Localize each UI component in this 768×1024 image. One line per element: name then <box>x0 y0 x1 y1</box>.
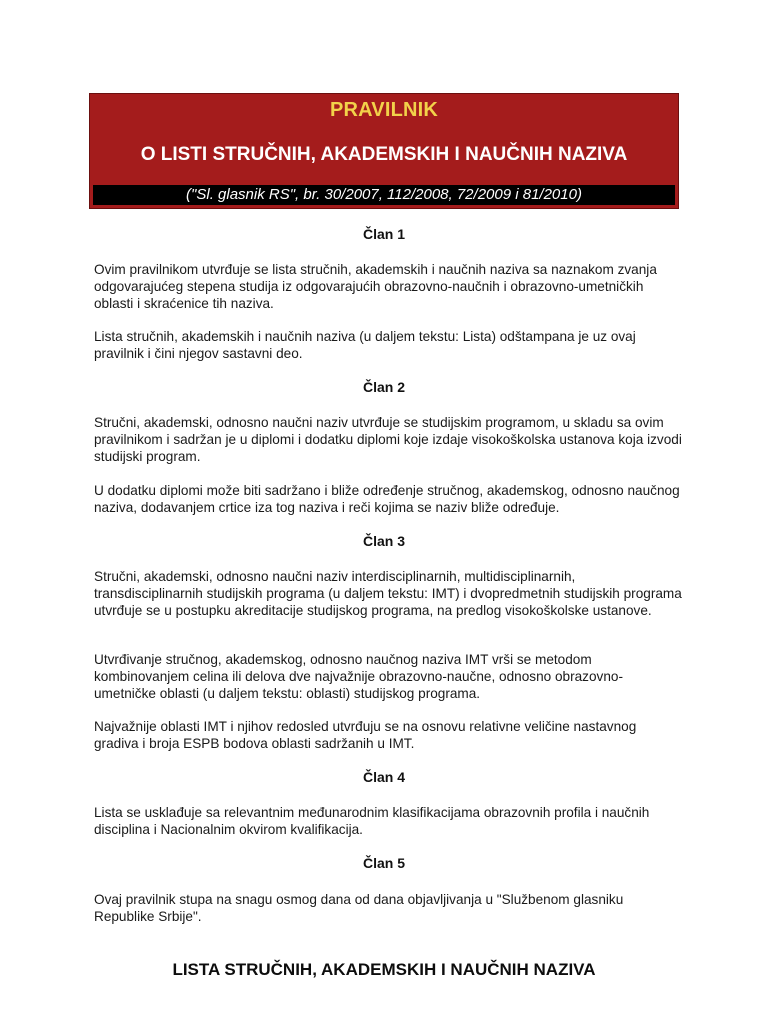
gazette-reference: ("Sl. glasnik RS", br. 30/2007, 112/2008, 72/2009 i 81/2010) <box>93 185 675 205</box>
article-3-paragraph-2: Utvrđivanje stručnog, akademskog, odnosno naučnog naziva IMT vrši se metodom kombinovanjem celina ili delova dve najvažnije obrazovno-naučne, odnosno obrazovno-umetničke oblasti (u daljem tekstu: oblasti) studijskog programa. <box>94 652 623 701</box>
article-5-paragraph-1: Ovaj pravilnik stupa na snagu osmog dana od dana objavljivanja u "Službenom glasniku Republike Srbije". <box>94 892 624 924</box>
article-2-paragraph-1: Stručni, akademski, odnosno naučni naziv utvrđuje se studijskim programom, u skladu sa ovim pravilnikom i sadržan je u diplomi i dodatku diplomi koje izdaje visokoškolska ustanova koja izvodi studijski program. <box>94 415 682 464</box>
article-1-paragraph-2: Lista stručnih, akademskih i naučnih naziva (u daljem tekstu: Lista) odštampana je uz ovaj pravilnik i čini njegov sastavni deo. <box>94 329 636 361</box>
document-title: PRAVILNIK <box>329 99 439 121</box>
document-subtitle: O LISTI STRUČNIH, AKADEMSKIH I NAUČNIH NAZIVA <box>140 144 628 165</box>
article-3-heading: Član 3 <box>362 533 405 549</box>
document-header <box>89 93 679 209</box>
article-5-heading: Član 5 <box>362 855 405 871</box>
article-3-paragraph-1: Stručni, akademski, odnosno naučni naziv interdisciplinarnih, multidisciplinarnih, transdisciplinarnih studijskih programa (u daljem tekstu: IMT) i dvopredmetnih studijskih programa utvrđuje se u postupku akreditacije studijskog programa, na predlog visokoškolske ustanove. <box>94 569 682 618</box>
article-1-paragraph-1: Ovim pravilnikom utvrđuje se lista stručnih, akademskih i naučnih naziva sa naznakom zvanja odgovarajućeg stepena studija iz odgovarajućih obrazovno-naučnih i obrazovno-umetničkih oblasti i skraćenice tih naziva. <box>94 262 657 311</box>
article-3-paragraph-3: Najvažnije oblasti IMT i njihov redosled utvrđuju se na osnovu relativne veličine nastavnog gradiva i broja ESPB bodova oblasti sadržanih u IMT. <box>94 719 637 751</box>
article-2-paragraph-2: U dodatku diplomi može biti sadržano i bliže određenje stručnog, akademskog, odnosno naučnog naziva, dodavanjem crtice iza tog naziva i reči kojima se naziv bliže određuje. <box>94 483 680 515</box>
article-4-heading: Član 4 <box>362 769 405 785</box>
article-1-heading: Član 1 <box>362 226 405 242</box>
article-4-paragraph-1: Lista se usklađuje sa relevantnim međunarodnim klasifikacijama obrazovnih profila i naučnih disciplina i Nacionalnim okvirom kvalifikacija. <box>94 805 650 837</box>
list-title: LISTA STRUČNIH, AKADEMSKIH I NAUČNIH NAZIVA <box>172 960 596 979</box>
article-2-heading: Član 2 <box>362 379 405 395</box>
